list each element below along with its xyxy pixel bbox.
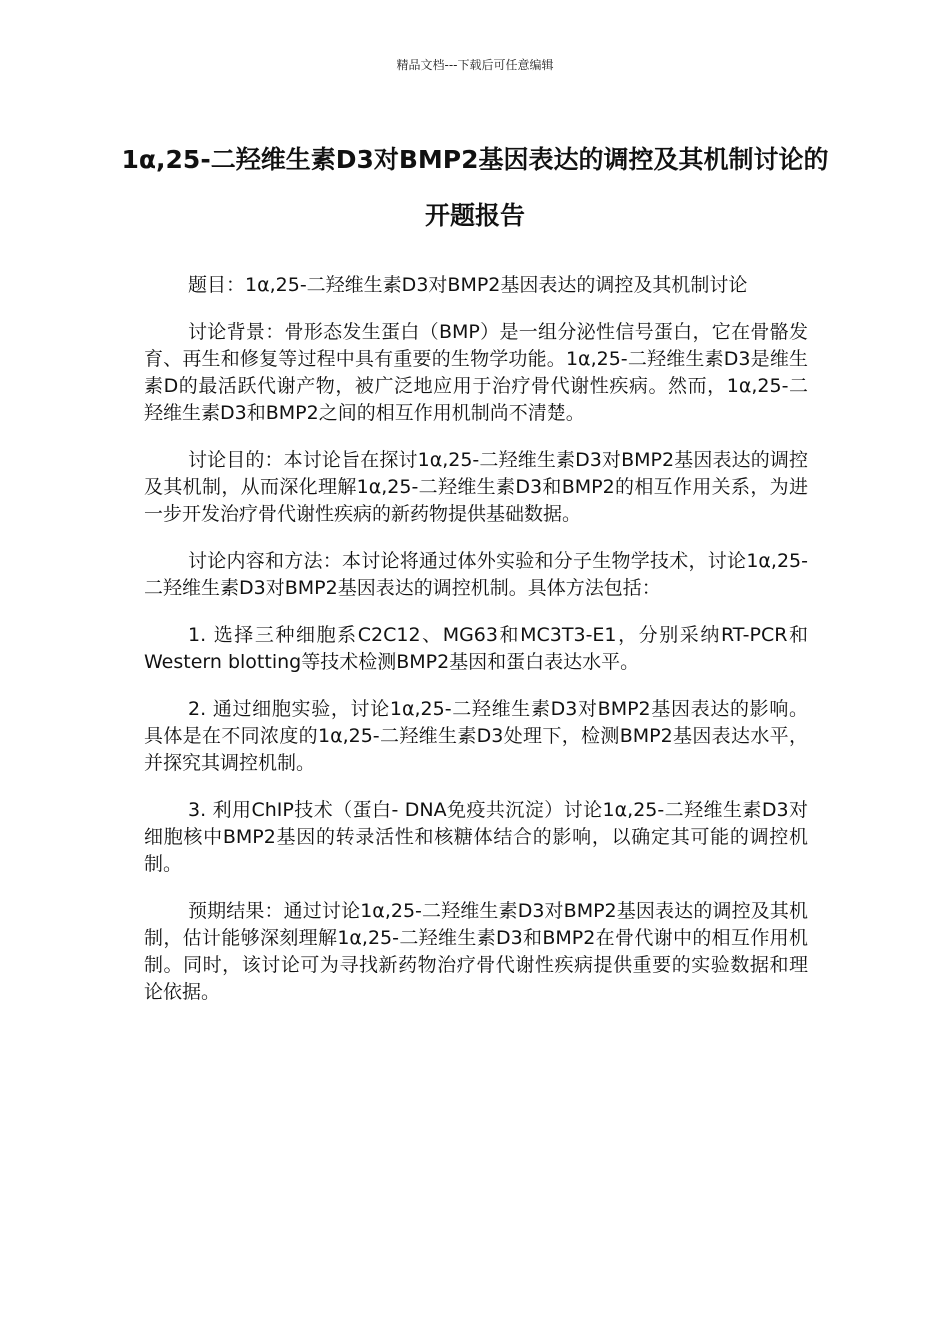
document-body xyxy=(144,272,808,1026)
paragraph-method-2: 2. 通过细胞实验，讨论1α,25-二羟维生素D3对BMP2基因表达的影响。具体是在不同浓度的1α,25-二羟维生素D3处理下，检测BMP2基因表达水平，并探究其调控机制。 xyxy=(144,698,808,774)
paragraph-topic: 题目：1α,25-二羟维生素D3对BMP2基因表达的调控及其机制讨论 xyxy=(188,274,748,296)
paragraph-background: 讨论背景：骨形态发生蛋白（BMP）是一组分泌性信号蛋白，它在骨骼发育、再生和修复等过程中具有重要的生物学功能。1α,25-二羟维生素D3是维生素D的最活跃代谢产物，被广泛地应用于治疗骨代谢性疾病。然而，1α,25-二羟维生素D3和BMP2之间的相互作用机制尚不清楚。 xyxy=(144,321,808,424)
paragraph-method-3: 3. 利用ChIP技术（蛋白- DNA免疫共沉淀）讨论1α,25-二羟维生素D3对细胞核中BMP2基因的转录活性和核糖体结合的影响，以确定其可能的调控机制。 xyxy=(144,799,808,875)
paragraph-purpose: 讨论目的：本讨论旨在探讨1α,25-二羟维生素D3对BMP2基因表达的调控及其机制，从而深化理解1α,25-二羟维生素D3和BMP2的相互作用关系，为进一步开发治疗骨代谢性疾病的新药物提供基础数据。 xyxy=(144,449,808,525)
paragraph-methods: 讨论内容和方法：本讨论将通过体外实验和分子生物学技术，讨论1α,25-二羟维生素D3对BMP2基因表达的调控机制。具体方法包括： xyxy=(144,550,808,599)
document-title: 1α,25-二羟维生素D3对BMP2基因表达的调控及其机制讨论的开题报告 xyxy=(121,145,829,230)
paragraph-method-1: 1. 选择三种细胞系C2C12、MG63和MC3T3-E1，分别采纳RT-PCR和Western blotting等技术检测BMP2基因和蛋白表达水平。 xyxy=(144,624,808,673)
paragraph-expected-results: 预期结果：通过讨论1α,25-二羟维生素D3对BMP2基因表达的调控及其机制，估计能够深刻理解1α,25-二羟维生素D3和BMP2在骨代谢中的相互作用机制。同时，该讨论可为寻找新药物治疗骨代谢性疾病提供重要的实验数据和理论依据。 xyxy=(144,900,808,1003)
header-note: 精品文档---下载后可任意编辑 xyxy=(396,58,554,72)
